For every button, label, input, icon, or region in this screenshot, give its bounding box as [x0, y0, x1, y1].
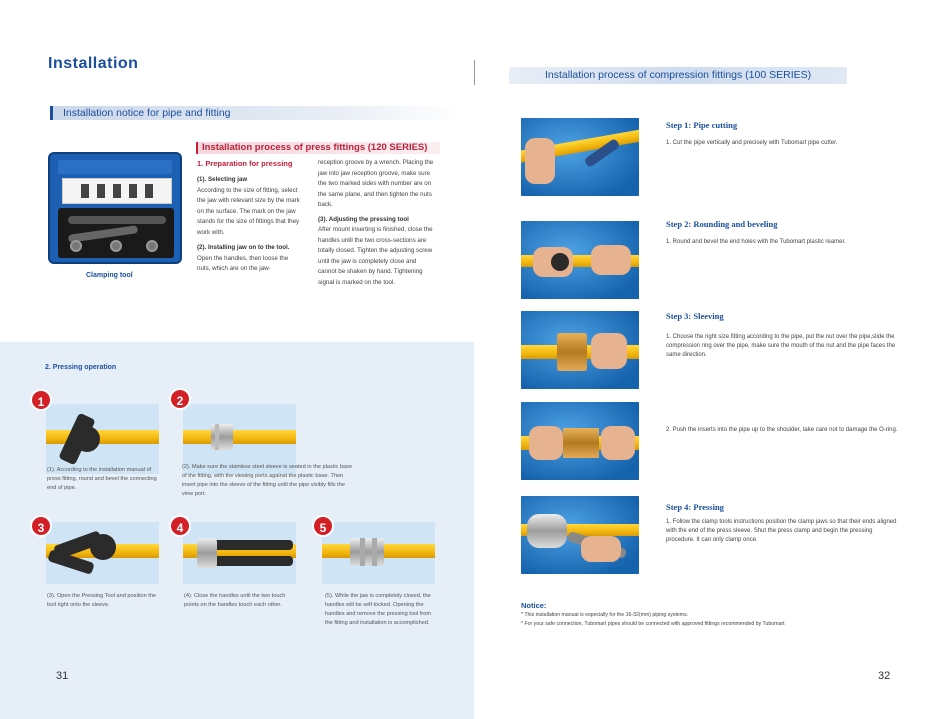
- step-number-3: 3: [30, 515, 52, 537]
- preparation-column-1: [197, 158, 301, 275]
- page-number-right: 32: [878, 670, 891, 682]
- compression-fittings-title-bar: [509, 67, 847, 84]
- notice-line-2: * For your safe connection, Tubomart pipes should be connected with approved fittings recommended by Tubomart: [521, 621, 785, 627]
- pipe-cutting-photo: [521, 118, 639, 196]
- step-2-heading: Step 2: Rounding and beveling: [666, 219, 778, 229]
- step-1-heading: Step 1: Pipe cutting: [666, 120, 738, 130]
- notice-line-1: * This installation manual is especially for the 16-32(mm) piping systems.: [521, 612, 689, 618]
- selecting-jaw-text: According to the size of fitting, select the jaw with relevant size by the mark on the surface. The mark on the jaw stands for the size of fittings that they work with.: [197, 186, 300, 236]
- notice-bar: [50, 106, 460, 120]
- pressing-step-1-caption: (1). According to the installation manual of press fitting, round and bevel the connecting end of pipe.: [47, 467, 157, 491]
- pressing-step-3-photo: [46, 522, 159, 584]
- step-number-4: 4: [169, 515, 191, 537]
- compression-fittings-title: Installation process of compression fittings (100 SERIES): [545, 69, 812, 81]
- step-3-text: 1. Choose the right size fitting according to the pipe, put the nut over the pipe,slide the compression ring over the pipe, make sure the mouth of the nut and the pipe faces the same direction.: [666, 334, 896, 358]
- step-3-heading: Step 3: Sleeving: [666, 311, 724, 321]
- insert-push-photo: [521, 402, 639, 480]
- preparation-column-2: [318, 158, 436, 288]
- pressing-step-1-photo: [46, 404, 159, 474]
- selecting-jaw-heading: (1). Selecting jaw: [197, 176, 248, 183]
- step-2-text: 1. Round and bevel the end holes with the Tubomart plastic reamer.: [666, 239, 846, 245]
- clamping-tool-kit-image: [48, 152, 182, 264]
- step-4-text: 1. Follow the clamp tools instructions position the clamp jaws so that their ends aligned with the end of the press sleeve. Shut the press clamp and begin the pressing procedure. It can only clamp once.: [666, 519, 897, 543]
- page-number-left: 31: [56, 670, 69, 682]
- adjusting-tool-text: After mount inserting is finished, close the handles until the two cross-sections are totally closed. Tighten the adjusting screw until the jaw is completely close and cannot be shaken by hand. Tightening signal is marked on the tool.: [318, 226, 433, 286]
- sleeving-photo: [521, 311, 639, 389]
- adjusting-tool-heading: (3). Adjusting the pressing tool: [318, 215, 409, 223]
- step-number-5: 5: [312, 515, 334, 537]
- press-fittings-title: Installation process of press fittings (120 SERIES): [202, 142, 428, 153]
- installing-jaw-heading: (2). Installing jaw on to the tool.: [197, 244, 290, 251]
- pressing-step-4-photo: [183, 522, 296, 584]
- jaw-reception-text: reception groove by a wrench. Placing the jaw into jaw reception groove, make sure the two marked sides with number are on the same plane, and then tighten the nuts back.: [318, 159, 434, 208]
- step-number-2: 2: [169, 388, 191, 410]
- pressing-photo: [521, 496, 639, 574]
- pressing-operation-heading: 2. Pressing operation: [45, 364, 117, 371]
- pressing-step-3-caption: (3). Open the Pressing Tool and position the tool right onto the sleeve.: [47, 593, 157, 608]
- notice-bar-label: Installation notice for pipe and fitting: [63, 107, 231, 119]
- clamping-tool-caption: Clamping tool: [86, 272, 133, 279]
- page-gutter: [474, 60, 475, 85]
- press-fittings-section-bar: [196, 142, 440, 154]
- step-4-heading: Step 4: Pressing: [666, 502, 724, 512]
- pressing-step-4-caption: (4). Close the handles until the two touch points on the handles touch each other.: [184, 593, 286, 608]
- step-1-text: 1. Cut the pipe vertically and precisely with Tubomart pipe cutter.: [666, 140, 838, 146]
- rounding-beveling-photo: [521, 221, 639, 299]
- pressing-step-5-photo: [322, 522, 435, 584]
- step-3-text-2: 2. Push the inserts into the pipe up to the shoulder, take care not to damage the O-ring.: [666, 427, 898, 433]
- preparation-heading: 1. Preparation for pressing: [197, 159, 293, 168]
- notice-heading: Notice:: [521, 601, 547, 610]
- page-title: Installation: [48, 55, 139, 72]
- pressing-step-2-caption: (2). Make sure the stainless steel sleeve is seated in the plastic base of the fitting, with the viewing ports against the plastic base. Then insert pipe into the sleeve of the fitting until the pipe visibly fills the view port.: [182, 464, 353, 497]
- installing-jaw-text: Open the handles, then loose the nuts, which are on the jaw-: [197, 254, 289, 272]
- step-number-1: 1: [30, 389, 52, 411]
- pressing-step-5-caption: (5). While the jaw is completely closed, the handles will be self-locked. Opening the handles and remove the pressing tool from the fitting and installation is accomplished.: [325, 593, 432, 626]
